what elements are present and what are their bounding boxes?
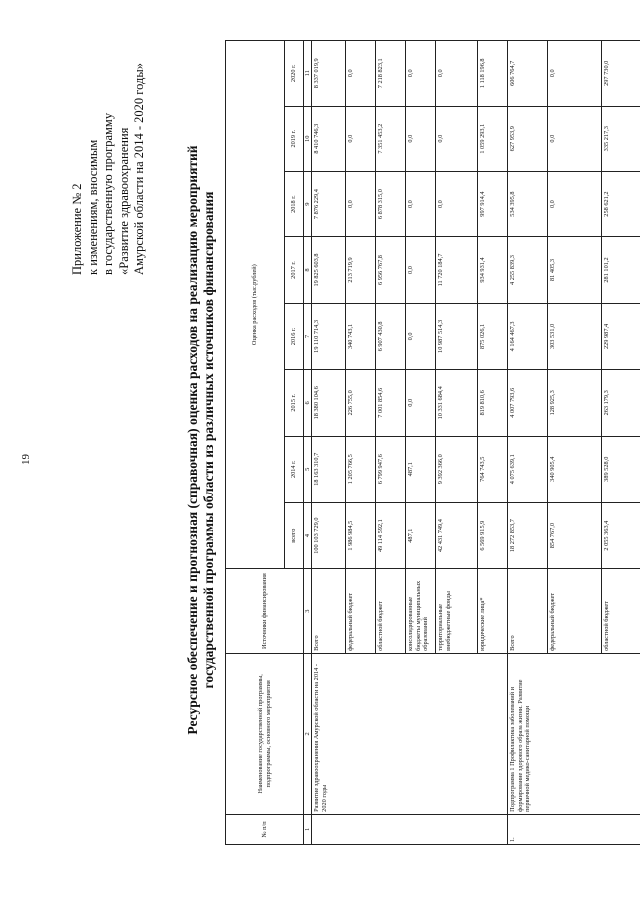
table-body (312, 41, 640, 845)
column-number: 3 (304, 569, 312, 654)
amount-cell: 0,0 (346, 106, 376, 171)
table-row (312, 41, 346, 845)
amount-cell: 281 101,2 (602, 237, 640, 303)
amount-cell: 0,0 (346, 41, 376, 107)
column-number: 9 (304, 171, 312, 236)
program-name: Развитие здравоохранения Амурской области на 2014 - 2020 годы (312, 653, 508, 814)
column-number: 5 (304, 436, 312, 502)
amount-cell: 8 410 746,3 (312, 106, 346, 171)
amount-cell: 0,0 (436, 106, 478, 171)
funding-source: юридические лица* (478, 569, 508, 654)
amount-cell: 0,0 (548, 106, 602, 171)
amount-cell: 19 110 714,3 (312, 303, 346, 369)
amount-cell: 487,1 (406, 436, 436, 502)
row-number (312, 814, 508, 844)
amount-cell: 4 075 639,1 (508, 436, 548, 502)
funding-source: областной бюджет (376, 569, 406, 654)
annex-line: Амурской области на 2014 - 2020 годы» (132, 62, 146, 275)
amount-cell: 229 987,4 (602, 303, 640, 369)
annex-block (70, 5, 148, 275)
amount-cell: 9 392 366,0 (436, 436, 478, 502)
amount-cell: 487,1 (406, 502, 436, 568)
amount-cell: 6 799 947,6 (376, 436, 406, 502)
amount-cell: 1 205 766,5 (346, 436, 376, 502)
amount-cell: 1 118 196,8 (478, 41, 508, 107)
amount-cell: 8 337 019,9 (312, 41, 346, 107)
header-estimate: Оценка расходов (тыс.рублей) (226, 41, 285, 569)
amount-cell: 7 218 823,1 (376, 41, 406, 107)
column-number: 1 (304, 814, 312, 844)
amount-cell: 0,0 (548, 41, 602, 107)
amount-cell: 0,0 (548, 171, 602, 236)
amount-cell: 335 217,3 (602, 106, 640, 171)
amount-cell: 0,0 (406, 106, 436, 171)
amount-cell: 389 528,0 (602, 436, 640, 502)
funding-source: областной бюджет (602, 569, 640, 654)
amount-cell: 0,0 (436, 41, 478, 107)
header-year: 2019 г. (285, 106, 304, 171)
amount-cell: 819 810,6 (478, 370, 508, 436)
funding-source: федеральный бюджет (548, 569, 602, 654)
header-year: 2015 г. (285, 370, 304, 436)
column-number: 4 (304, 502, 312, 568)
amount-cell: 7 876 229,4 (312, 171, 346, 236)
title-line: государственной программы области из различных источников финансирования (201, 191, 216, 689)
funding-table (225, 40, 640, 845)
amount-cell: 6 956 767,8 (376, 237, 406, 303)
amount-cell: 0,0 (406, 171, 436, 236)
amount-cell: 4 255 839,3 (508, 237, 548, 303)
amount-cell: 0,0 (406, 303, 436, 369)
column-number-row (304, 41, 312, 845)
amount-cell: 0,0 (406, 370, 436, 436)
amount-cell: 128 925,3 (548, 370, 602, 436)
column-number: 6 (304, 370, 312, 436)
annex-line: в государственную программу (101, 112, 115, 275)
header-year: всего (285, 502, 304, 568)
amount-cell: 213 719,9 (346, 237, 376, 303)
amount-cell: 934 931,4 (478, 237, 508, 303)
amount-cell: 42 431 749,4 (436, 502, 478, 568)
amount-cell: 49 114 592,1 (376, 502, 406, 568)
amount-cell: 4 007 793,6 (508, 370, 548, 436)
funding-source: консолидированные бюджеты муниципальных образований (406, 569, 436, 654)
amount-cell: 1 986 984,5 (346, 502, 376, 568)
amount-cell: 100 103 729,0 (312, 502, 346, 568)
amount-cell: 18 163 310,7 (312, 436, 346, 502)
title-line: Ресурсное обеспечение и прогнозная (справочная) оценка расходов на реализацию мероприятий (185, 145, 200, 735)
annex-line: к изменениям, вносимым (85, 139, 100, 275)
funding-source: федеральный бюджет (346, 569, 376, 654)
column-number: 11 (304, 41, 312, 107)
amount-cell: 11 720 184,7 (436, 237, 478, 303)
document-title (185, 55, 217, 825)
amount-cell: 6 878 315,0 (376, 171, 406, 236)
column-number: 7 (304, 303, 312, 369)
amount-cell: 2 055 363,4 (602, 502, 640, 568)
amount-cell: 6 907 430,8 (376, 303, 406, 369)
amount-cell: 0,0 (406, 237, 436, 303)
amount-cell: 7 001 854,6 (376, 370, 406, 436)
amount-cell: 340 905,4 (548, 436, 602, 502)
amount-cell: 340 743,1 (346, 303, 376, 369)
annex-line: «Развитие здравоохранения (116, 127, 131, 275)
amount-cell: 10 331 684,4 (436, 370, 478, 436)
funding-source: Всего (508, 569, 548, 654)
amount-cell: 6 569 915,9 (478, 502, 508, 568)
page-number: 19 (20, 454, 32, 465)
amount-cell: 0,0 (436, 171, 478, 236)
amount-cell: 764 743,5 (478, 436, 508, 502)
program-name: Подпрограмма 1 Профилактика заболеваний и формирование здорового образа жизни. Развитие первичной медико-санитарной помощи (508, 653, 640, 814)
column-number: 2 (304, 653, 312, 814)
amount-cell: 297 730,0 (602, 41, 640, 107)
header-year: 2014 г. (285, 436, 304, 502)
amount-cell: 0,0 (346, 171, 376, 236)
amount-cell: 875 026,1 (478, 303, 508, 369)
table-row (508, 41, 548, 845)
header-year: 2018 г. (285, 171, 304, 236)
column-number: 10 (304, 106, 312, 171)
header-year: 2016 г. (285, 303, 304, 369)
funding-source: Всего (312, 569, 346, 654)
row-number: 1. (508, 814, 640, 844)
amount-cell: 1 059 293,1 (478, 106, 508, 171)
amount-cell: 81 405,3 (548, 237, 602, 303)
annex-line: Приложение № 2 (70, 183, 84, 275)
amount-cell: 226 755,0 (346, 370, 376, 436)
amount-cell: 19 825 603,8 (312, 237, 346, 303)
amount-cell: 303 531,0 (548, 303, 602, 369)
header-year: 2017 г. (285, 237, 304, 303)
amount-cell: 263 179,3 (602, 370, 640, 436)
amount-cell: 606 764,7 (508, 41, 548, 107)
header-name: Наименование государственной программы, подпрограммы, основного мероприятия (226, 653, 304, 814)
amount-cell: 18 272 853,7 (508, 502, 548, 568)
column-number: 8 (304, 237, 312, 303)
amount-cell: 4 164 467,3 (508, 303, 548, 369)
amount-cell: 7 351 453,2 (376, 106, 406, 171)
amount-cell: 627 953,9 (508, 106, 548, 171)
amount-cell: 258 621,2 (602, 171, 640, 236)
header-year: 2020 г. (285, 41, 304, 107)
amount-cell: 997 914,4 (478, 171, 508, 236)
funding-source: территориальные внебюджетные фонды (436, 569, 478, 654)
header-num: № п/п (226, 814, 304, 844)
header-source: Источники финансирования (226, 569, 304, 654)
amount-cell: 10 987 514,3 (436, 303, 478, 369)
amount-cell: 0,0 (406, 41, 436, 107)
amount-cell: 18 380 104,6 (312, 370, 346, 436)
amount-cell: 534 395,8 (508, 171, 548, 236)
amount-cell: 854 767,0 (548, 502, 602, 568)
